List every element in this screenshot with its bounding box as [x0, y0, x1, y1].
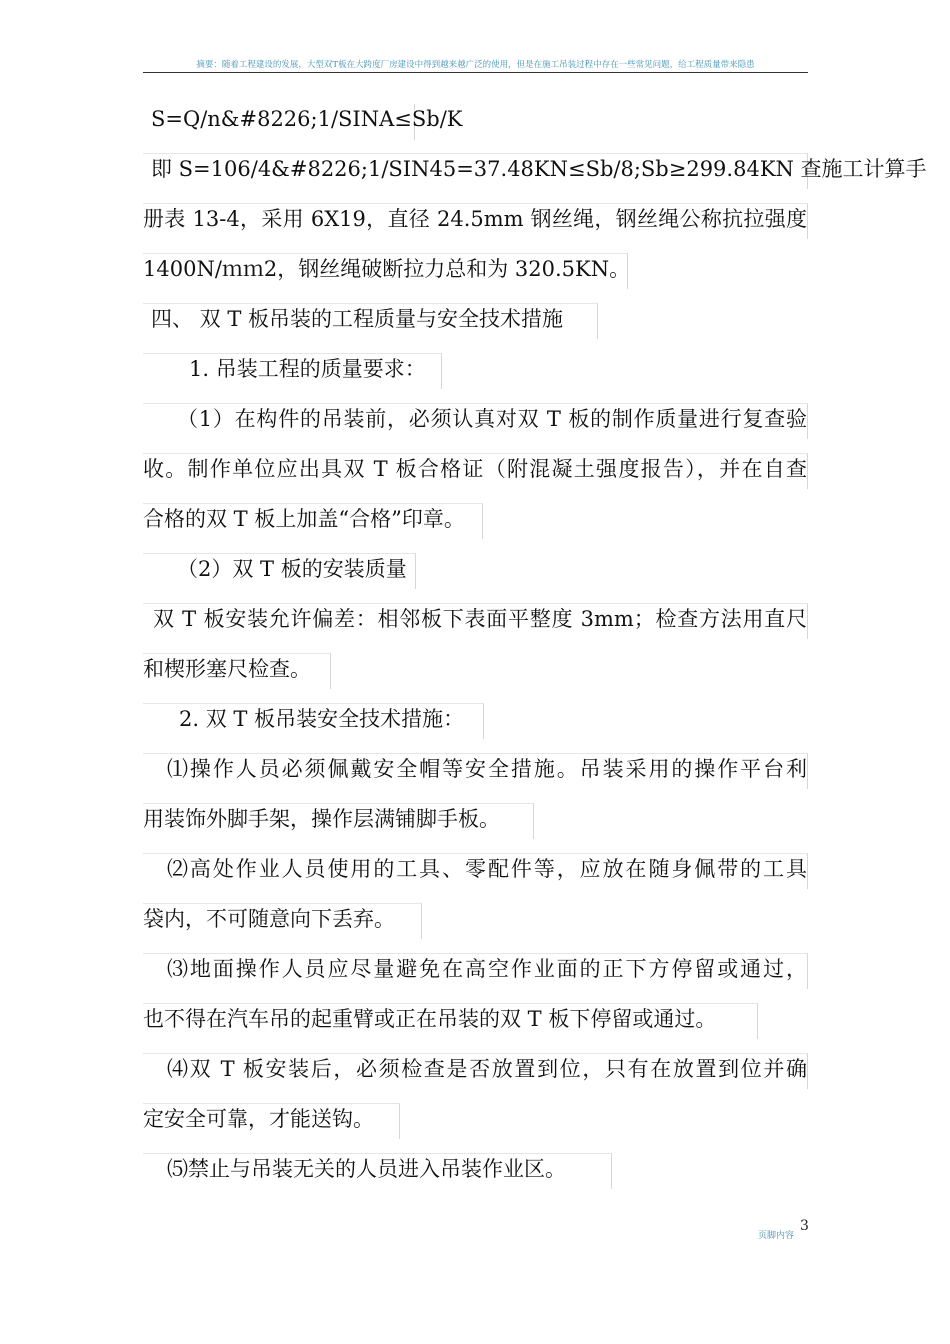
- list-item: ⑴操作人员必须佩戴安全帽等安全措施。吊装采用的操作平台利: [143, 753, 808, 789]
- list-item: 定安全可靠，才能送钩。: [143, 1103, 400, 1139]
- list-item: 袋内，不可随意向下丢弃。: [143, 903, 422, 939]
- body-line: 合格的双 T 板上加盖“合格”印章。: [143, 503, 483, 539]
- body-line: 和楔形塞尺检查。: [143, 653, 331, 689]
- header-divider: [143, 72, 808, 73]
- page-number: 3: [800, 1218, 809, 1234]
- formula-line: S=Q/n&#8226;1/SINA≤Sb/K: [143, 104, 415, 140]
- list-item: ⑵高处作业人员使用的工具、零配件等，应放在随身佩带的工具: [143, 853, 808, 889]
- section-heading: 四、 双 T 板吊装的工程质量与安全技术措施: [143, 303, 598, 339]
- list-item: ⑷双 T 板安装后，必须检查是否放置到位，只有在放置到位并确: [143, 1053, 808, 1089]
- page-header-abstract: 摘要：随着工程建设的发展，大型双T板在大跨度厂房建设中得到越来越广泛的使用，但是在施工吊装过程中存在一些常见问题，给工程质量带来隐患: [196, 60, 755, 70]
- subsection-heading: 2. 双 T 板吊装安全技术措施：: [143, 703, 484, 739]
- list-item: ⑸禁止与吊装无关的人员进入吊装作业区。: [143, 1153, 612, 1189]
- list-item: 用装饰外脚手架，操作层满铺脚手板。: [143, 803, 534, 839]
- body-line: 双 T 板安装允许偏差：相邻板下表面平整度 3mm；检查方法用直尺: [143, 603, 808, 639]
- body-line: 收。制作单位应出具双 T 板合格证（附混凝土强度报告），并在自查: [143, 453, 808, 489]
- body-line: 册表 13-4，采用 6X19，直径 24.5mm 钢丝绳，钢丝绳公称抗拉强度: [143, 203, 808, 239]
- footer-label: 页脚内容: [758, 1231, 795, 1241]
- body-line: 即 S=106/4&#8226;1/SIN45=37.48KN≤Sb/8;Sb≥299.84KN 查施工计算手: [143, 153, 808, 189]
- subsection-heading: 1. 吊装工程的质量要求：: [143, 353, 442, 389]
- body-line: （1）在构件的吊装前，必须认真对双 T 板的制作质量进行复查验: [143, 403, 808, 439]
- list-item: ⑶地面操作人员应尽量避免在高空作业面的正下方停留或通过，: [143, 953, 808, 989]
- body-line: 1400N/ｍｍ2，钢丝绳破断拉力总和为 320.5KN。: [143, 253, 628, 289]
- subsection-heading: （2）双 T 板的安装质量: [143, 553, 416, 589]
- list-item: 也不得在汽车吊的起重臂或正在吊装的双 T 板下停留或通过。: [143, 1003, 758, 1039]
